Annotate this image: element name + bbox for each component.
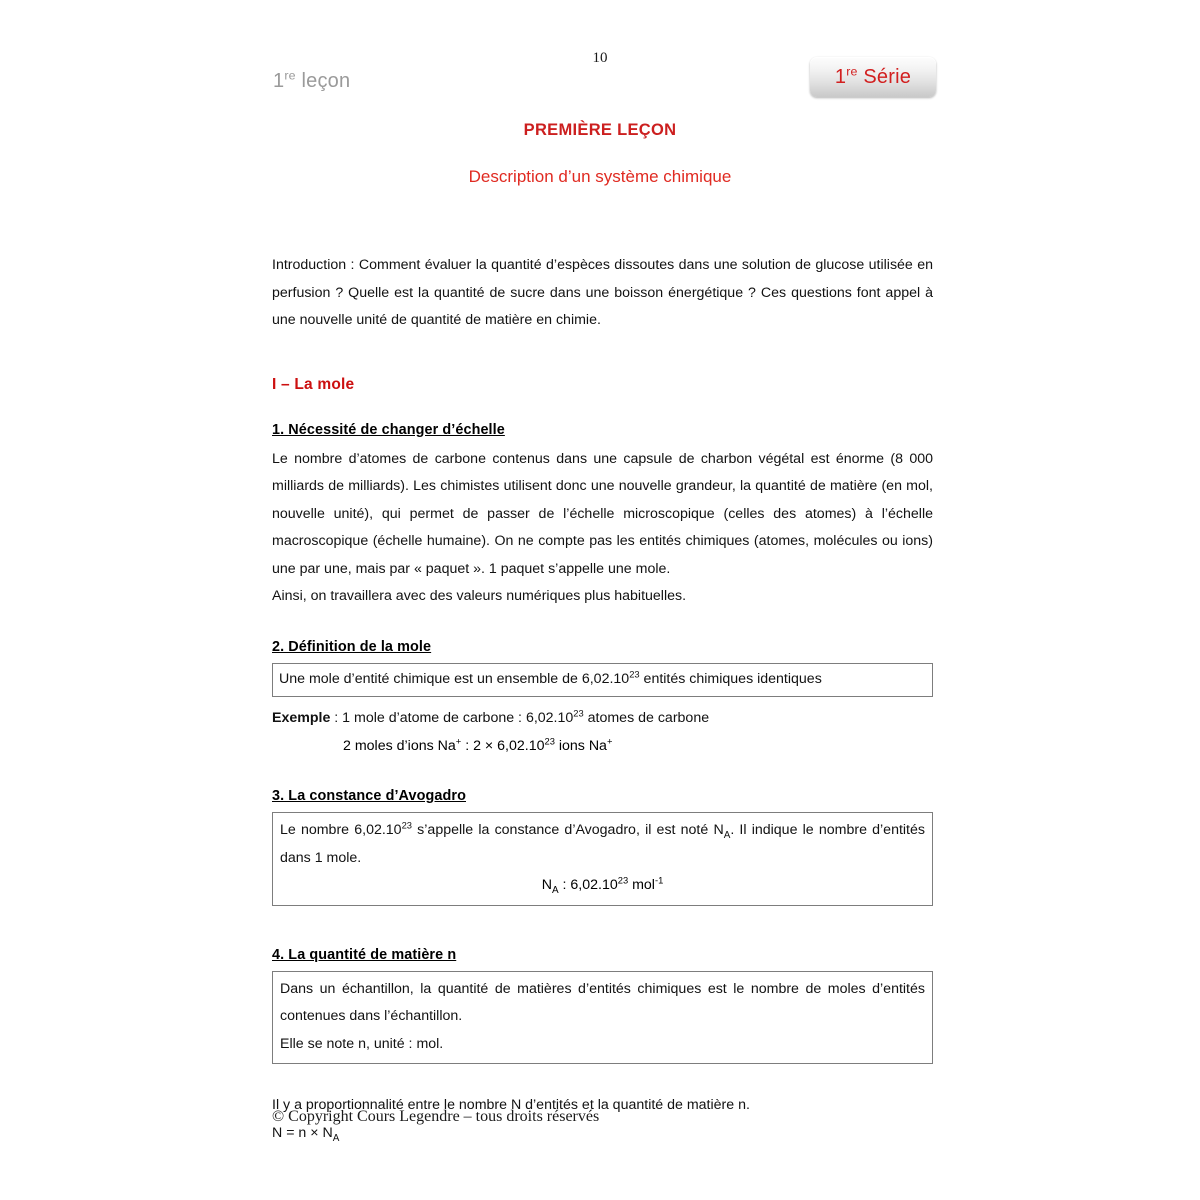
spacer [272, 394, 933, 422]
spacer [272, 1064, 933, 1092]
avogadro-box [272, 812, 933, 906]
subsection-1-paragraph-2: Ainsi, on travaillera avec des valeurs numériques plus habituelles. [272, 588, 687, 604]
example-line-1-exponent: 23 [573, 708, 584, 719]
example-line-2-mid-2: ions Na [554, 737, 607, 754]
serie-prefix: 1 [834, 65, 847, 88]
lesson-watermark-prefix: 1 [273, 70, 285, 92]
copyright-footer: © Copyright Cours Legendre – tous droits réservés [272, 1108, 600, 1125]
avogadro-formula-exponent: 23 [617, 875, 629, 886]
spacer [272, 335, 933, 376]
example-line-1-before: : 1 mole d’atome de carbone : 6,02.10 [330, 710, 574, 726]
proportionality-formula-subscript: A [332, 1132, 340, 1144]
example-line-2-before: 2 moles d’ions Na [343, 737, 456, 754]
subsection-1-paragraph: Le nombre d’atomes de carbone contenus dans une capsule de charbon végétal est énorme (8 000 milliards de milliards). Les chimistes utilisent donc une nouvelle grandeur, la quantité de matière (en mol, nouvelle unité), qui permet de passer de l’échelle microscopique (celles des atomes) à l’échelle macroscopique (échelle humaine). On ne compte pas les entités chimiques (atomes, molécules ou ions) une par une, mais par « paquet ». 1 paquet s’appelle une mole. [272, 450, 933, 577]
avogadro-exponent: 23 [401, 820, 412, 831]
avogadro-formula-n: N [541, 877, 552, 893]
definition-text-after: entités chimiques identiques [639, 670, 822, 687]
definition-text-before: Une mole d’entité chimique est un ensemble de 6,02.10 [279, 670, 630, 687]
avogadro-text-c: . Il indique le nombre d’entités dans 1 mole. [280, 822, 925, 866]
avogadro-formula-mid: : 6,02.10 [558, 877, 618, 893]
serie-badge-label [834, 63, 912, 89]
avogadro-text-b: s’appelle la constance d’Avogadro, il est noté N [412, 822, 724, 838]
spacer [272, 611, 933, 639]
definition-box-text [279, 666, 926, 694]
spacer [272, 655, 933, 663]
introduction-paragraph: Introduction : Comment évaluer la quantité d’espèces dissoutes dans une solution de glucose utilisée en perfusion ? Quelle est la quantité de sucre dans une boisson énergétique ? Ces questions font appel à une nouvelle unité de quantité de matière en chimie. [272, 257, 933, 328]
spacer [272, 963, 933, 971]
proportionality-paragraph: Il y a proportionnalité entre le nombre N d’entités et la quantité de matière n. [272, 1097, 750, 1113]
example-line-2-charge-1: + [455, 735, 462, 746]
spacer [272, 760, 933, 788]
avogadro-formula-unit-exponent: -1 [654, 875, 664, 886]
example-line-2-charge-2: + [606, 735, 613, 746]
lesson-watermark-suffix: leçon [295, 70, 351, 92]
page-number: 10 [592, 50, 608, 66]
spacer [272, 906, 933, 947]
document-title: PREMIÈRE LEÇON [523, 121, 677, 139]
definition-exponent: 23 [629, 668, 640, 679]
serie-badge-button[interactable] [810, 57, 936, 97]
example-line-2-mid: : 2 × 6,02.10 [461, 737, 545, 754]
quantite-matiere-box [272, 971, 933, 1065]
subsection-heading-4: 4. La quantité de matière n [272, 946, 457, 963]
avogadro-formula [280, 872, 925, 900]
serie-superscript: re [846, 63, 858, 78]
quantite-matiere-note: Elle se note n, unité : mol. [280, 1035, 444, 1052]
section-heading-la-mole: I – La mole [272, 375, 355, 393]
example-label: Exemple [272, 710, 331, 726]
subsection-heading-2: 2. Définition de la mole [272, 638, 432, 655]
example-line-1-after: atomes de carbone [583, 710, 710, 726]
example-line-1 [272, 705, 933, 733]
serie-suffix: Série [857, 65, 912, 88]
spacer [272, 697, 933, 705]
avogadro-formula-unit: mol [628, 877, 655, 893]
subsection-heading-1: 1. Nécessité de changer d’échelle [272, 421, 505, 438]
avogadro-subscript: A [723, 829, 731, 841]
proportionality-formula-text: N = n × N [272, 1124, 333, 1141]
avogadro-formula-subscript: A [551, 884, 559, 896]
document-subtitle: Description d’un système chimique [468, 167, 732, 186]
example-line-2 [272, 733, 933, 761]
lesson-watermark-superscript: re [284, 68, 296, 83]
page-header [0, 0, 1200, 110]
spacer [272, 438, 933, 446]
avogadro-text-a: Le nombre 6,02.10 [280, 822, 402, 838]
definition-box-mole [272, 663, 933, 698]
quantite-matiere-paragraph: Dans un échantillon, la quantité de matières d’entités chimiques est le nombre de moles d’entités contenues dans l’échantillon. [280, 980, 925, 1024]
lesson-watermark [273, 70, 350, 93]
subsection-heading-3: 3. La constance d’Avogadro [272, 788, 466, 804]
example-line-2-exponent: 23 [544, 735, 555, 746]
document-body [272, 252, 933, 1147]
spacer [272, 804, 933, 812]
avogadro-box-paragraph [280, 817, 925, 872]
